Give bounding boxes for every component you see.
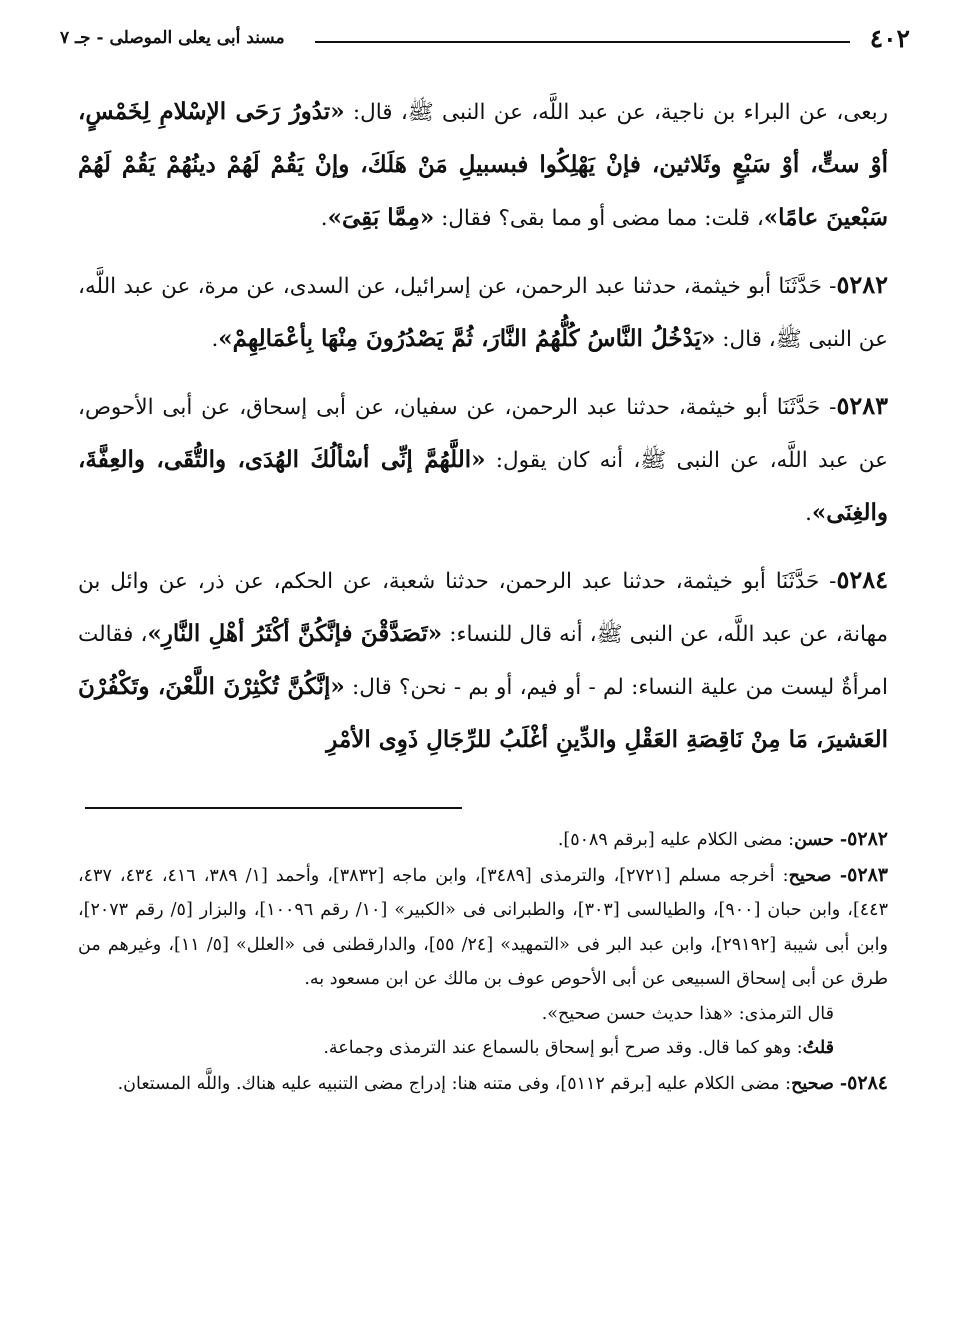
hadith-text [78,86,888,781]
grade-label: - صحيح [788,865,848,886]
header-rule [315,41,850,43]
footnotes [78,822,888,1101]
hadith-number: ٥٢٨٢ [836,270,888,299]
hadith-5284: ٥٢٨٤- حَدَّثَنَا أبو خيثمة، حدثنا عبد الرحمن، حدثنا شعبة، عن الحكم، عن ذر، عن وائل بن مهانة، عن عبد اللَّه، عن النبى ﷺ، أنه قال للنساء: «تَصَدَّقْنَ فإنَّكُنَّ أكْثَرُ أهْلِ النَّارِ»، فقالت امرأةٌ ليست من علية النساء: لم - أو فيم، أو بم - نحن؟ قال: «إنَّكُنَّ تُكْثِرْنَ اللَّعْنَ، وتَكْفُرْنَ العَشيرَ، مَا مِنْ نَاقِصَةِ العَقْلِ والدِّينِ أغْلَبُ للرِّجَالِ ذَوِى الأمْرِ [78,565,889,753]
footnote-number: ٥٢٨٣ [847,863,888,886]
prophetic-quote: «يَدْخُلُ النَّاسُ كُلُّهُمُ النَّارَ، ثُمَّ يَصْدُرُونَ مِنْهَا بِأعْمَالِهِمْ» [218,325,716,352]
footnote-5283: ٥٢٨٣- صحيح: أخرجه مسلم [٢٧٢١]، والترمذى [٣٤٨٩]، وابن ماجه [٣٨٣٢]، وأحمد [١/ ٣٨٩، ٤١٦، ٤٣٤، ٤٣٧، ٤٤٣]، وابن حبان [٩٠٠]، والطيالسى [٣٠٣]، والطبرانى فى «الكبير» [١٠/ رقم ١٠٠٩٦]، والبزار [٥/ رقم ٢٠٧٣]، وابن أبى شيبة [٢٩١٩٢]، وابن عبد البر فى «التمهيد» [٢٤/ ٥٥]، والدارقطنى فى «العلل» [٥/ ١١]، وغيرهم من طرق عن أبى إسحاق السبيعى عن أبى الأحوص عوف بن مالك عن ابن مسعود به. [78,863,888,989]
prophetic-quote: «تَصَدَّقْنَ فإنَّكُنَّ أكْثَرُ أهْلِ النَّارِ» [147,620,443,647]
running-title: مسند أبى يعلى الموصلى - جـ ٧ [60,28,285,48]
hadith-5282: ٥٢٨٢- حَدَّثَنَا أبو خيثمة، حدثنا عبد الرحمن، عن إسرائيل، عن السدى، عن مرة، عن عبد اللَّه، عن النبى ﷺ، قال: «يَدْخُلُ النَّاسُ كُلُّهُمُ النَّارَ، ثُمَّ يَصْدُرُونَ مِنْهَا بِأعْمَالِهِمْ». [78,270,888,352]
grade-label: - حسن [794,830,848,850]
tirmidhi-comment: قال الترمذى: «هذا حديث حسن صحيح». [541,1003,834,1024]
page-header [60,22,910,62]
footnote-5282: ٥٢٨٢- حسن: مضى الكلام عليه [برقم ٥٠٨٩]. [557,828,888,850]
footnote-number: ٥٢٨٤ [847,1071,888,1094]
prophetic-quote: «إنَّكُنَّ تُكْثِرْنَ اللَّعْنَ، وتَكْفُرْنَ العَشيرَ، مَا مِنْ نَاقِصَةِ العَقْلِ والدِّينِ أغْلَبُ للرِّجَالِ ذَوِى الأمْرِ [78,673,888,753]
prophetic-quote: «تدُورُ رَحَى الإسْلامِ لِخَمْسٍ، أوْ ستٍّ، أوْ سَبْعٍ وثَلاثين، فإنْ يَهْلِكُوا فبسبيلِ مَنْ هَلَكَ، وإنْ يَقُمْ لَهُمْ دينُهُمْ يَقُمْ لَهُمْ سَبْعينَ عامًا» [78,98,888,231]
page-number: ٤٠٢ [869,24,910,53]
footnote-5284: ٥٢٨٤- صحيح: مضى الكلام عليه [برقم ٥١١٢]، وفى متنه هنا: إدراج مضى التنبيه عليه هناك. واللَّه المستعان. [117,1071,888,1094]
qultu-comment: قلتُ: وهو كما قال. وقد صرح أبو إسحاق بالسماع عند الترمذى وجماعة. [323,1038,834,1058]
hadith-continuation: ربعى، عن البراء بن ناجية، عن عبد اللَّه، عن النبى ﷺ، قال: «تدُورُ رَحَى الإسْلامِ لِخَمْسٍ، أوْ ستٍّ، أوْ سَبْعٍ وثَلاثين، فإنْ يَهْلِكُوا فبسبيلِ مَنْ هَلَكَ، وإنْ يَقُمْ لَهُمْ دينُهُمْ يَقُمْ لَهُمْ سَبْعينَ عامًا»، قلت: مما مضى أو مما بقى؟ فقال: «مِمَّا بَقِىَ». [78,98,888,231]
hadith-number: ٥٢٨٤ [836,565,888,594]
prophetic-quote: «مِمَّا بَقِىَ» [327,204,435,231]
hadith-number: ٥٢٨٣ [836,391,888,420]
footnote-number: ٥٢٨٢ [847,828,888,850]
hadith-5283: ٥٢٨٣- حَدَّثَنَا أبو خيثمة، حدثنا عبد الرحمن، عن سفيان، عن أبى إسحاق، عن أبى الأحوص، عن عبد اللَّه، عن النبى ﷺ، أنه كان يقول: «اللَّهُمَّ إنِّى أسْألُكَ الهُدَى، والتُّقَى، والعِفَّةَ، والغِنَى». [78,391,888,526]
grade-label: - صحيح [791,1073,848,1094]
prophetic-quote: «اللَّهُمَّ إنِّى أسْألُكَ الهُدَى، والتُّقَى، والعِفَّةَ، والغِنَى» [78,446,888,526]
footnote-divider [85,807,462,809]
